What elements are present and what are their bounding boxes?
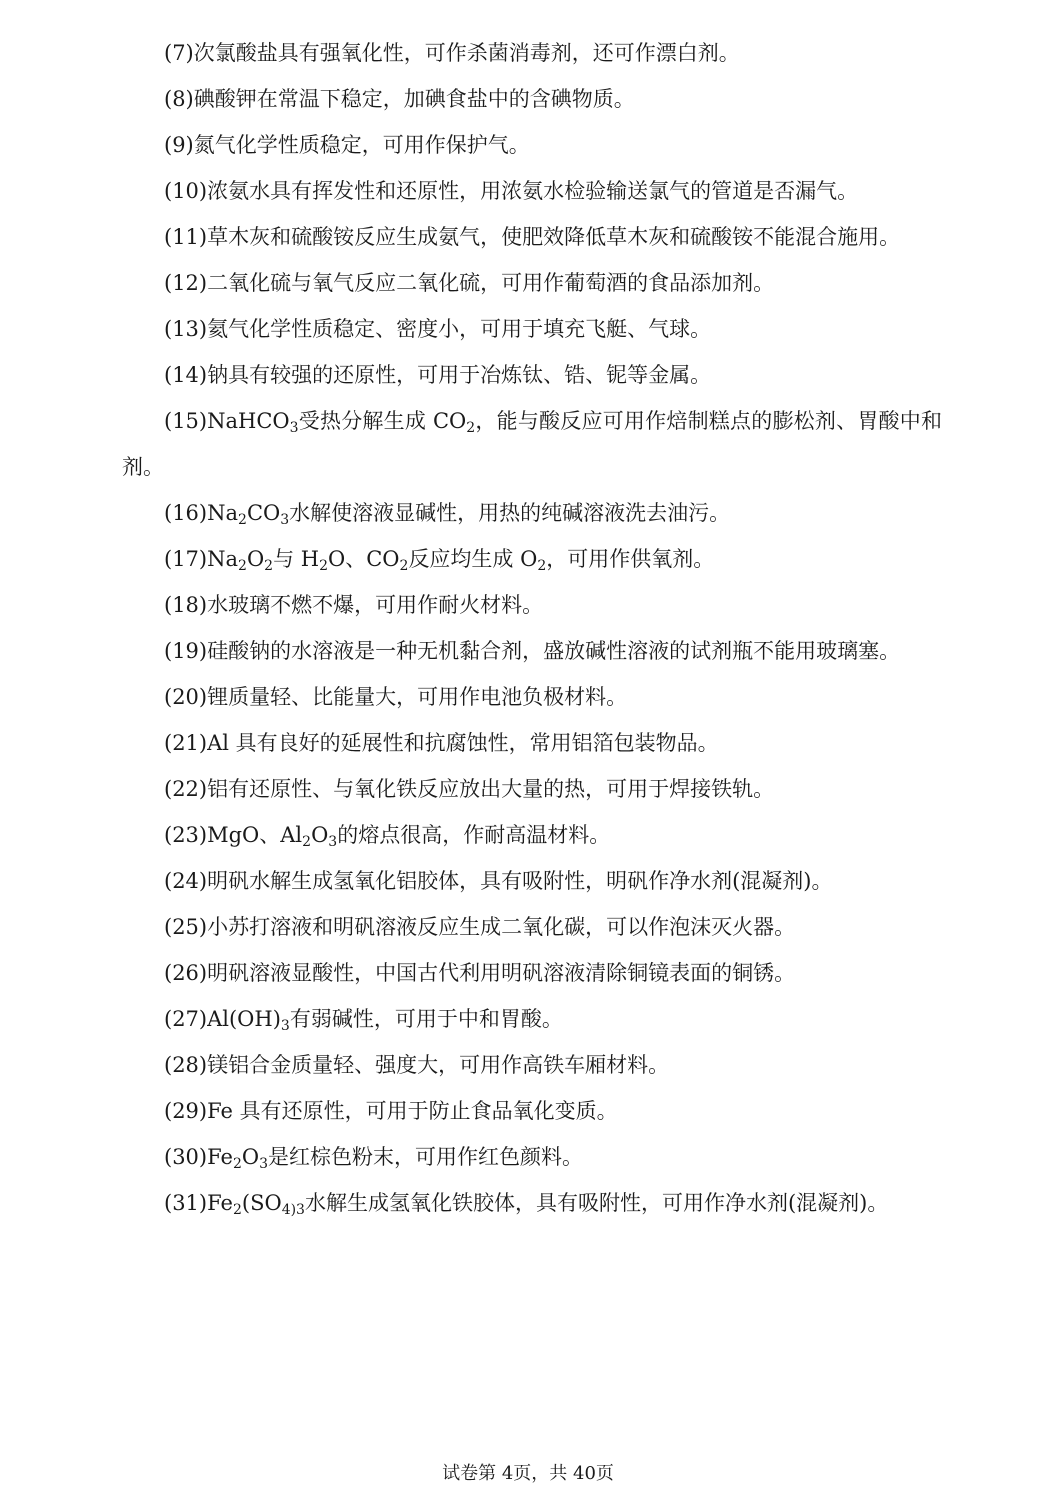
list-item <box>122 490 942 536</box>
list-item <box>122 674 942 720</box>
list-item <box>122 904 942 950</box>
subscript-text: 2 <box>238 558 247 574</box>
list-item <box>122 260 942 306</box>
item-text: (21)Al 具有良好的延展性和抗腐蚀性，常用铝箔包装物品。 <box>164 731 719 755</box>
list-item <box>122 1180 942 1226</box>
item-text: (26)明矾溶液显酸性，中国古代利用明矾溶液清除铜镜表面的铜锈。 <box>164 961 796 985</box>
item-text: (27)Al(OH) <box>164 1007 281 1031</box>
item-text: O、CO <box>328 547 400 571</box>
item-text: (9)氮气化学性质稳定，可用作保护气。 <box>164 133 530 157</box>
list-item <box>122 1042 942 1088</box>
item-text: ，能与酸反应可用作焙制糕点的膨松剂、胃酸中和剂。 <box>122 409 942 479</box>
item-text: (24)明矾水解生成氢氧化铝胶体，具有吸附性，明矾作净水剂(混凝剂)。 <box>164 869 833 893</box>
list-item <box>122 168 942 214</box>
subscript-text: 3 <box>259 1156 269 1172</box>
item-text: 反应均生成 O <box>408 547 538 571</box>
subscript-text: 4)3 <box>281 1202 305 1218</box>
subscript-text: 2 <box>302 834 312 850</box>
item-text: ，可用作供氧剂。 <box>546 547 715 571</box>
item-text: 是红棕色粉末，可用作红色颜料。 <box>268 1145 584 1169</box>
item-text: (12)二氧化硫与氧气反应二氧化硫，可用作葡萄酒的食品添加剂。 <box>164 271 775 295</box>
item-text: O <box>241 1145 260 1169</box>
item-text: CO <box>246 501 281 525</box>
subscript-text: 3 <box>280 1018 290 1034</box>
item-text: (22)铝有还原性、与氧化铁反应放出大量的热，可用于焊接铁轨。 <box>164 777 775 801</box>
subscript-text: 3 <box>328 834 338 850</box>
item-text: 有弱碱性，可用于中和胃酸。 <box>289 1007 563 1031</box>
item-text: (31)Fe <box>164 1191 233 1215</box>
page-footer: 试卷第 4页，共 40页 <box>442 1463 614 1484</box>
subscript-text: 2 <box>232 1156 242 1172</box>
list-item <box>122 306 942 352</box>
subscript-text: 3 <box>289 420 299 436</box>
item-text: (17)Na <box>164 547 239 571</box>
list-item <box>122 30 942 76</box>
list-item <box>122 996 942 1042</box>
item-text: 的熔点很高，作耐高温材料。 <box>337 823 611 847</box>
list-item <box>122 858 942 904</box>
item-text: O <box>311 823 329 847</box>
list-item <box>122 214 942 260</box>
subscript-text: 2 <box>319 558 328 574</box>
subscript-text: 2 <box>264 558 274 574</box>
item-text: 与 H <box>273 547 320 571</box>
list-item <box>122 628 942 674</box>
list-item <box>122 766 942 812</box>
list-item <box>122 536 942 582</box>
list-item <box>122 352 942 398</box>
list-item <box>122 720 942 766</box>
subscript-text: 2 <box>238 512 247 528</box>
list-item <box>122 1088 942 1134</box>
item-text: 水解生成氢氧化铁胶体，具有吸附性，可用作净水剂(混凝剂)。 <box>304 1191 889 1215</box>
list-item <box>122 950 942 996</box>
subscript-text: 3 <box>280 512 290 528</box>
list-item <box>122 582 942 628</box>
item-text: (13)氦气化学性质稳定、密度小，可用于填充飞艇、气球。 <box>164 317 712 341</box>
item-text: (SO <box>241 1191 282 1215</box>
subscript-text: 2 <box>399 558 409 574</box>
item-text: (14)钠具有较强的还原性，可用于冶炼钛、锆、铌等金属。 <box>164 363 712 387</box>
item-list <box>122 30 942 1226</box>
subscript-text: 2 <box>466 420 476 436</box>
item-text: (28)镁铝合金质量轻、强度大，可用作高铁车厢材料。 <box>164 1053 670 1077</box>
item-text: (7)次氯酸盐具有强氧化性，可作杀菌消毒剂，还可作漂白剂。 <box>164 41 740 65</box>
item-text: O <box>246 547 265 571</box>
item-text: (29)Fe 具有还原性，可用于防止食品氧化变质。 <box>164 1099 618 1123</box>
item-text: (19)硅酸钠的水溶液是一种无机黏合剂，盛放碱性溶液的试剂瓶不能用玻璃塞。 <box>164 639 901 663</box>
item-text: 水解使溶液显碱性，用热的纯碱溶液洗去油污。 <box>289 501 731 525</box>
item-text: (23)MgO、Al <box>164 823 303 847</box>
item-text: (15)NaHCO <box>164 409 290 433</box>
list-item <box>122 812 942 858</box>
list-item <box>122 76 942 122</box>
item-text: (30)Fe <box>164 1145 233 1169</box>
item-text: (10)浓氨水具有挥发性和还原性，用浓氨水检验输送氯气的管道是否漏气。 <box>164 179 859 203</box>
item-text: (18)水玻璃不燃不爆，可用作耐火材料。 <box>164 593 544 617</box>
list-item <box>122 1134 942 1180</box>
subscript-text: 2 <box>232 1202 242 1218</box>
item-text: (16)Na <box>164 501 239 525</box>
item-text: (11)草木灰和硫酸铵反应生成氨气，使肥效降低草木灰和硫酸铵不能混合施用。 <box>164 225 901 249</box>
list-item <box>122 122 942 168</box>
subscript-text: 2 <box>537 558 547 574</box>
item-text: (25)小苏打溶液和明矾溶液反应生成二氧化碳，可以作泡沫灭火器。 <box>164 915 796 939</box>
item-text: (20)锂质量轻、比能量大，可用作电池负极材料。 <box>164 685 628 709</box>
item-text: (8)碘酸钾在常温下稳定，加碘食盐中的含碘物质。 <box>164 87 635 111</box>
list-item <box>122 398 942 490</box>
item-text: 受热分解生成 CO <box>298 409 467 433</box>
